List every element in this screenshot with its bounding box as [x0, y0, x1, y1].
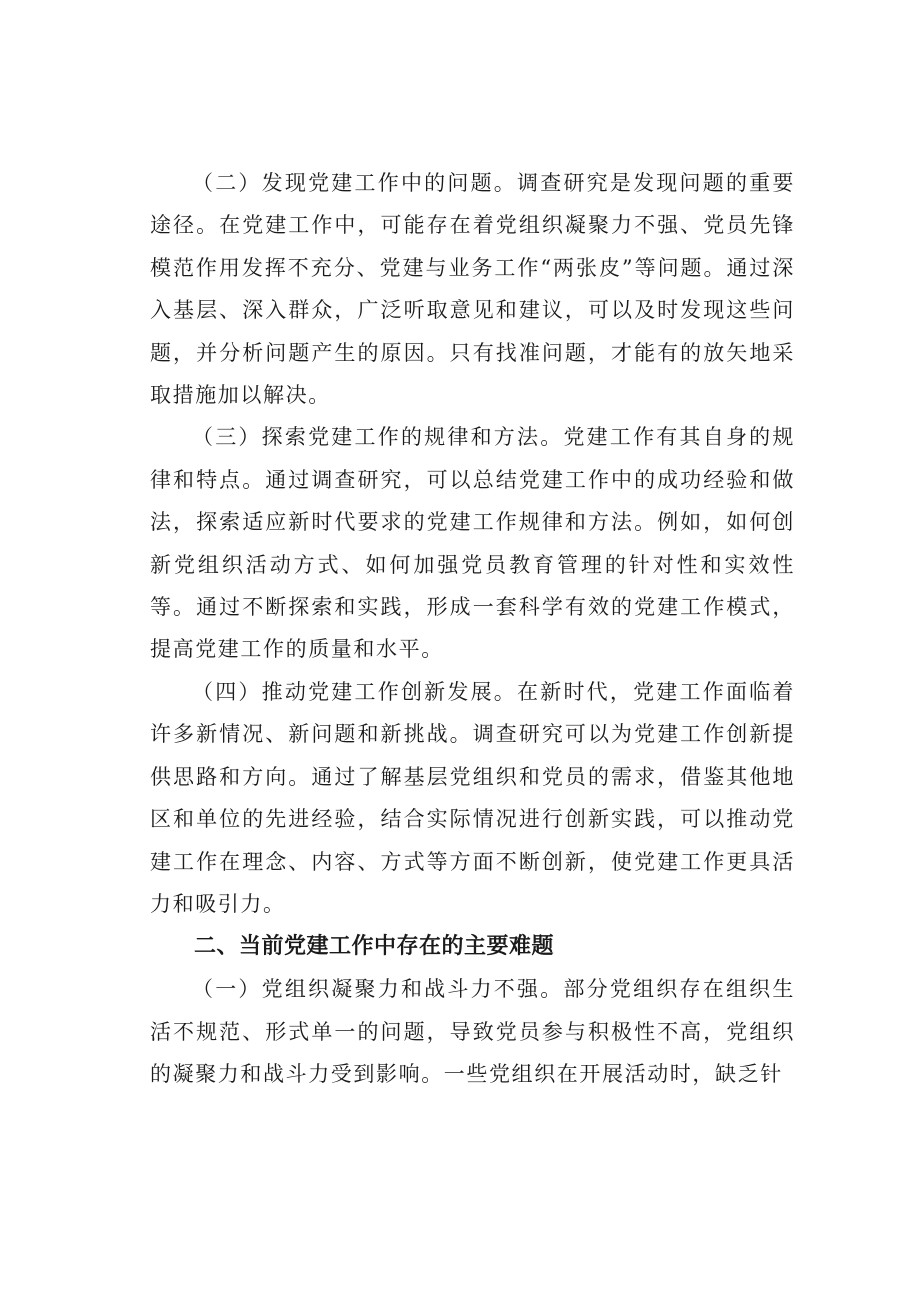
section-heading: 二、当前党建工作中存在的主要难题: [194, 934, 555, 960]
paragraph-2: （二）发现党建工作中的问题。调查研究是发现问题的重要途径。在党建工作中，可能存在着党组织凝聚力不强、党员先锋模范作用发挥不充分、党建与业务工作“两张皮”等问题。通过深入基层、深入群众，广泛听取意见和建议，可以及时发现这些问题，并分析问题产生的原因。只有找准问题，才能有的放矢地采取措施加以解决。: [150, 171, 795, 408]
paragraph-3: （三）探索党建工作的规律和方法。党建工作有其自身的规律和特点。通过调查研究，可以总结党建工作中的成功经验和做法，探索适应新时代要求的党建工作规律和方法。例如，如何创新党组织活动方式、如何加强党员教育管理的针对性和实效性等。通过不断探索和实践，形成一套科学有效的党建工作模式，提高党建工作的质量和水平。: [150, 425, 795, 662]
section-paragraph-1: （一）党组织凝聚力和战斗力不强。部分党组织存在组织生活不规范、形式单一的问题，导致党员参与积极性不高，党组织的凝聚力和战斗力受到影响。一些党组织在开展活动时，缺乏针: [150, 977, 795, 1087]
paragraph-4: （四）推动党建工作创新发展。在新时代，党建工作面临着许多新情况、新问题和新挑战。调查研究可以为党建工作创新提供思路和方向。通过了解基层党组织和党员的需求，借鉴其他地区和单位的先进经验，结合实际情况进行创新实践，可以推动党建工作在理念、内容、方式等方面不断创新，使党建工作更具活力和吸引力。: [150, 679, 795, 916]
document-body: [150, 162, 795, 1096]
